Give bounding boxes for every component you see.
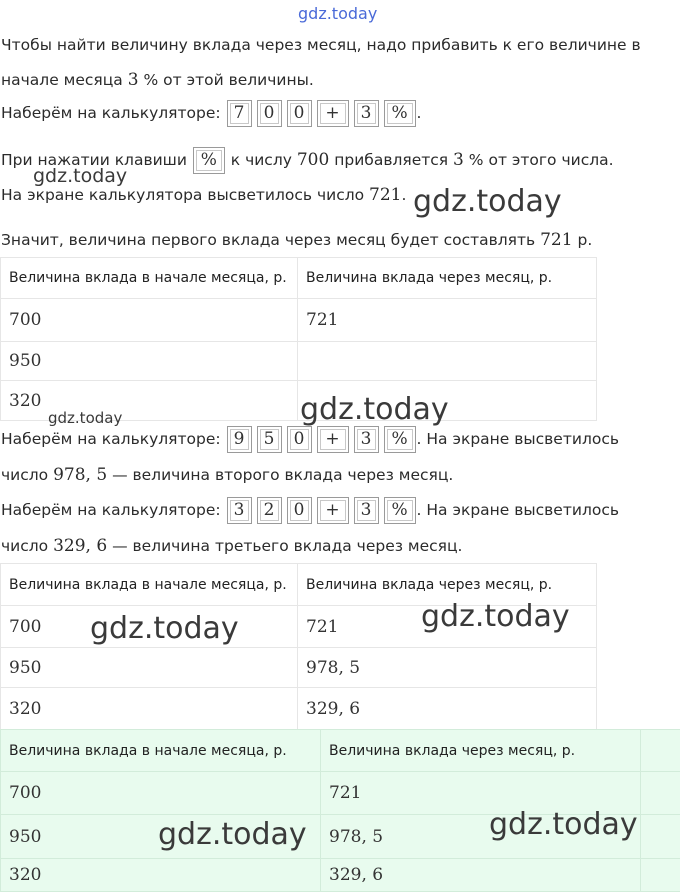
spacer-cell: [641, 815, 680, 859]
p9-post: — величина третьего вклада через месяц.: [107, 537, 462, 555]
table-1: [0, 257, 597, 421]
p3-post: % от этого числа.: [464, 151, 614, 169]
p3-text: При нажатии клавиши: [1, 151, 192, 169]
key-5: 5: [257, 426, 282, 453]
cell: 700: [1, 772, 321, 815]
paragraph-1a: Чтобы найти величину вклада через месяц, надо прибавить к его величине в: [1, 33, 641, 57]
cell: 721: [298, 299, 597, 342]
key-0: 0: [287, 497, 312, 524]
cell: 320: [1, 859, 321, 892]
cell: 721: [321, 772, 641, 815]
watermark: gdz.today: [48, 409, 122, 427]
p1b-text-post: % от этой величины.: [139, 71, 314, 89]
p4-number: 721: [369, 185, 401, 205]
cell: 978, 5: [298, 648, 597, 688]
header-cell-end: Величина вклада через месяц, р.: [298, 564, 597, 606]
cell: 950: [1, 815, 321, 859]
cell: 721: [298, 606, 597, 648]
watermark: gdz.today: [300, 392, 449, 427]
key-percent: %: [384, 100, 416, 127]
cell: 950: [1, 648, 298, 688]
p7-post: — величина второго вклада через месяц.: [107, 466, 453, 484]
key-9: 9: [227, 426, 252, 453]
key-3: 3: [354, 100, 379, 127]
cell: 978, 5: [321, 815, 641, 859]
type-label-2: Наберём на калькуляторе:: [1, 430, 221, 448]
key-plus: +: [317, 100, 349, 127]
key-0: 0: [257, 100, 282, 127]
p5-number: 721: [540, 230, 572, 250]
p9-text: число: [1, 537, 53, 555]
p3-mid: к числу: [226, 151, 297, 169]
table-header-row: [1, 258, 597, 299]
period: .: [417, 104, 422, 122]
paragraph-1b: [1, 68, 314, 92]
watermark: gdz.today: [489, 807, 638, 842]
p1b-text: начале месяца: [1, 71, 128, 89]
watermark: gdz.today: [421, 599, 570, 634]
table-header-row: [1, 730, 680, 772]
spacer-cell: [641, 859, 680, 892]
p3-mid-2: прибавляется: [329, 151, 453, 169]
table-row: [1, 859, 680, 892]
key-sequence-2: [227, 426, 416, 453]
key-sequence-1: [227, 100, 416, 127]
cell: 950: [1, 342, 298, 381]
cell: 320: [1, 381, 298, 421]
header-cell-end: Величина вклада через месяц, р.: [298, 258, 597, 299]
cell: 329, 6: [321, 859, 641, 892]
table-row: [1, 299, 597, 342]
cell: 700: [1, 299, 298, 342]
paragraph-7: [1, 463, 453, 487]
watermark: gdz.today: [158, 817, 307, 852]
watermark: gdz.today: [33, 165, 127, 187]
key-3: 3: [354, 426, 379, 453]
cell: [298, 342, 597, 381]
key-sequence-3: [227, 497, 416, 524]
cell: 320: [1, 688, 298, 730]
header-cell-end: Величина вклада через месяц, р.: [321, 730, 641, 772]
table-row: [1, 648, 597, 688]
type-label-3: Наберём на калькуляторе:: [1, 501, 221, 519]
paragraph-4: [1, 183, 406, 207]
p9-number: 329, 6: [53, 536, 107, 556]
p3-number-2: 3: [453, 150, 464, 170]
p3-number-1: 700: [297, 150, 329, 170]
key-0: 0: [287, 426, 312, 453]
key-plus: +: [317, 426, 349, 453]
header-cell-start: Величина вклада в начале месяца, р.: [1, 730, 321, 772]
p4-post: .: [402, 186, 407, 204]
table-row: [1, 688, 597, 730]
screen-showed-text: . На экране высветилось: [417, 430, 619, 448]
spacer-cell: [641, 772, 680, 815]
spacer-cell: [641, 730, 680, 772]
key-3: 3: [227, 497, 252, 524]
cell: 700: [1, 606, 298, 648]
screen-showed-text: . На экране высветилось: [417, 501, 619, 519]
watermark: gdz.today: [90, 611, 239, 646]
key-2: 2: [257, 497, 282, 524]
watermark: gdz.today: [413, 184, 562, 219]
key-plus: +: [317, 497, 349, 524]
p7-number: 978, 5: [53, 465, 107, 485]
paragraph-type-1: [1, 100, 421, 127]
p4-text: На экране калькулятора высветилось число: [1, 186, 369, 204]
p1b-number: 3: [128, 70, 139, 90]
p5-post: р.: [573, 231, 593, 249]
key-percent: %: [384, 426, 416, 453]
paragraph-5: [1, 228, 592, 252]
paragraph-type-3: [1, 497, 619, 524]
p7-text: число: [1, 466, 53, 484]
table-row: [1, 342, 597, 381]
type-label-1: Наберём на калькуляторе:: [1, 104, 221, 122]
table-2: [0, 563, 597, 730]
header-cell-start: Величина вклада в начале месяца, р.: [1, 564, 298, 606]
key-percent: %: [384, 497, 416, 524]
key-percent-inline: [193, 147, 225, 174]
key-percent: %: [193, 147, 225, 174]
key-0: 0: [287, 100, 312, 127]
paragraph-type-2: [1, 426, 619, 453]
key-7: 7: [227, 100, 252, 127]
cell: 329, 6: [298, 688, 597, 730]
header-cell-start: Величина вклада в начале месяца, р.: [1, 258, 298, 299]
key-3: 3: [354, 497, 379, 524]
watermark-top: gdz.today: [298, 4, 377, 23]
p5-text: Значит, величина первого вклада через месяц будет составлять: [1, 231, 540, 249]
paragraph-9: [1, 534, 462, 558]
